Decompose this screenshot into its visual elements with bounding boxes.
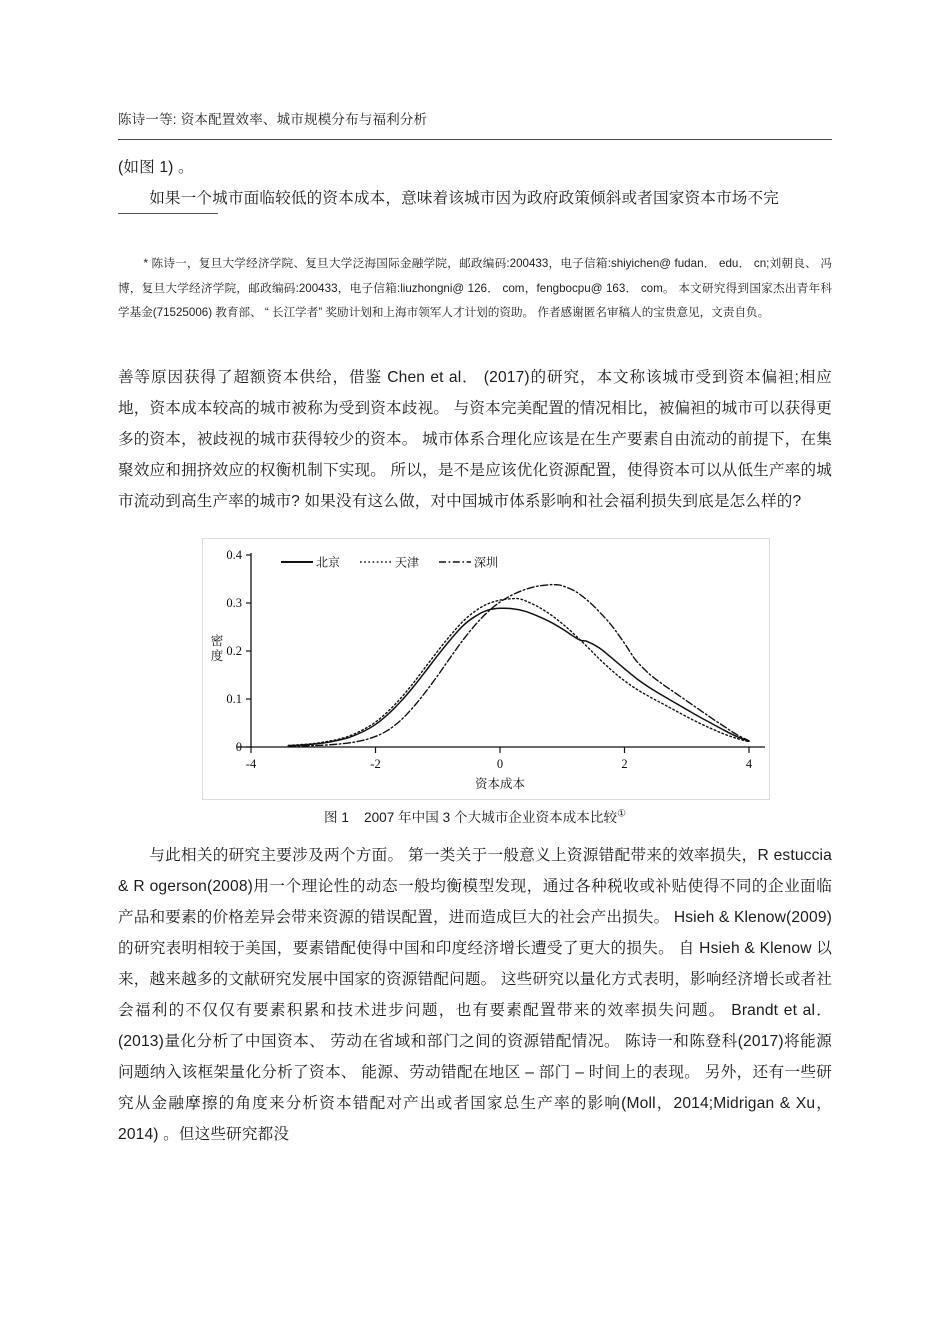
series-line-天津: [288, 598, 749, 745]
figure-1: [202, 538, 772, 800]
footnote-divider: [118, 213, 218, 214]
running-header: 陈诗一等: 资本配置效率、城市规模分布与福利分析: [118, 112, 428, 127]
y-axis-title-char: 度: [210, 649, 224, 663]
y-tick-label: 0.1: [226, 692, 242, 706]
y-tick-label: 0: [235, 740, 242, 754]
density-chart: [203, 539, 769, 799]
figure-caption: [118, 806, 832, 826]
main-paragraph: 善等原因获得了超额资本供给，借鉴 Chen et al． (2017)的研究，本文称该城市受到资本偏袒;相应地，资本成本较高的城市被称为受到资本歧视。 与资本完美配置的情况相比，被偏袒的城市可以获得更多的资本，被歧视的城市获得较少的资本。 城市体系合理化应该是在生产要素自由流动的前提下，在集聚效应和拥挤效应的权衡机制下实现。 所以，是不是应该优化资源配置，使得资本可以从低生产率的城市流动到高生产率的城市? 如果没有这么做，对中国城市体系影响和社会福利损失到底是怎么样的?: [118, 369, 832, 510]
x-tick-label: 0: [496, 757, 504, 771]
bottom-paragraph: 与此相关的研究主要涉及两个方面。 第一类关于一般意义上资源错配带来的效率损失，R estuccia & R ogerson(2008)用一个理论性的动态一般均衡模型发现，通过各种税收或补贴使得不同的企业面临产品和要素的价格差异会带来资源的错误配置，进而造成巨大的社会产出损失。 Hsieh & Klenow(2009)的研究表明相较于美国，要素错配使得中国和印度经济增长遭受了更大的损失。 自 Hsieh & Klenow 以来，越来越多的文献研究发展中国家的资源错配问题。 这些研究以量化方式表明，影响经济增长或者社会福利的不仅仅有要素积累和技术进步问题，也有要素配置带来的效率损失问题。 Brandt et al． (2013)量化分析了中国资本、 劳动在省域和部门之间的资源错配情况。 陈诗一和陈登科(2017)将能源问题纳入该框架量化分析了资本、 能源、劳动错配在地区 – 部门 – 时间上的表现。 另外，还有一些研究从金融摩擦的角度来分析资本错配对产出或者国家总生产率的影响(Moll，2014;Midrigan & Xu，2014) 。但这些研究都没: [118, 847, 832, 1143]
top-paragraph-line-2: 如果一个城市面临较低的资本成本，意味着该城市因为政府政策倾斜或者国家资本市场不完: [149, 190, 779, 207]
legend-label-天津: 天津: [395, 555, 420, 570]
x-tick-label: 2: [621, 757, 628, 771]
x-tick-label: -2: [370, 757, 381, 771]
legend-label-北京: 北京: [316, 555, 341, 570]
legend-label-深圳: 深圳: [474, 555, 499, 570]
y-axis-title-char: 密: [210, 634, 224, 648]
top-paragraph-line-1: (如图 1) 。: [118, 159, 194, 176]
footnote-block: [118, 252, 832, 326]
header-divider: [118, 139, 832, 140]
y-tick-label: 0.4: [226, 548, 242, 562]
top-paragraph: [118, 152, 832, 214]
x-tick-label: 4: [745, 757, 753, 771]
figure-caption-footnote-mark: ①: [617, 808, 627, 820]
y-tick-label: 0.3: [226, 596, 242, 610]
x-axis-title: 资本成本: [474, 777, 526, 791]
figure-caption-text: 2007 年中国 3 个大城市企业资本成本比较: [364, 810, 618, 825]
figure-caption-prefix: 图 1: [323, 810, 349, 825]
series-line-深圳: [288, 585, 749, 746]
x-tick-label: -4: [245, 757, 257, 771]
y-tick-label: 0.2: [226, 644, 242, 658]
footnote-text: * 陈诗一，复旦大学经济学院、复旦大学泛海国际金融学院，邮政编码:200433，电子信箱:shiyichen@ fudan． edu． cn;刘朝良、 冯博，复旦大学经济学院，邮政编码:200433，电子信箱:liuzhongni@ 126． com，fengbocpu@ 163． com。 本文研究得到国家杰出青年科学基金(71525006) 教育部、 “ 长江学者” 奖励计划和上海市领军人才计划的资助。 作者感谢匿名审稿人的宝贵意见，文责自负。: [118, 257, 832, 319]
figure-frame: [202, 538, 770, 800]
series-line-北京: [288, 608, 749, 745]
